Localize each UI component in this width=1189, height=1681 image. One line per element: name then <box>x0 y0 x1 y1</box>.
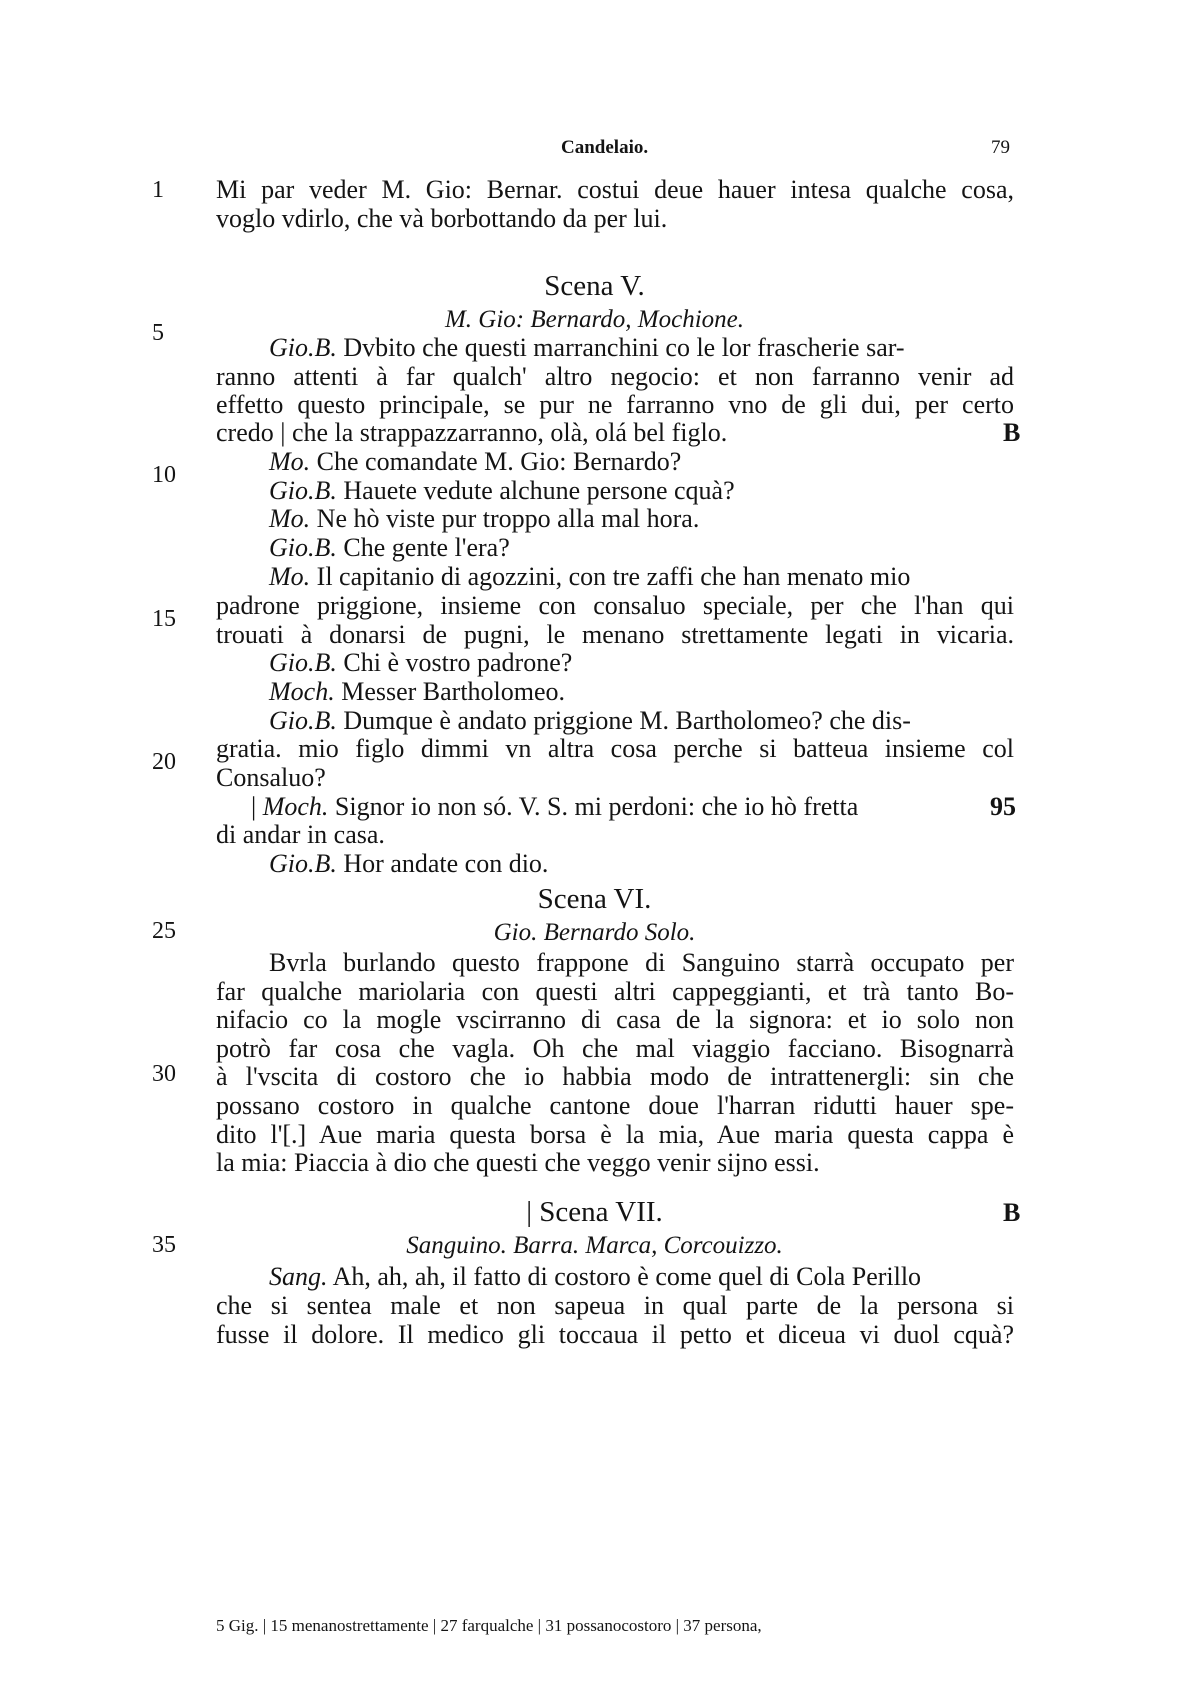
scene-title: Scena VI. <box>537 883 652 915</box>
line-number: 1 <box>152 177 164 203</box>
speaker-label: Moch. <box>262 792 329 821</box>
text-line: la mia: Piaccia à dio che questi che veggo venir sijno essi. <box>216 1148 820 1177</box>
text-line: di andar in casa. <box>216 820 385 849</box>
scene-title: Scena V. <box>544 270 645 302</box>
text-line: Mo. Ne hò viste pur troppo alla mal hora. <box>269 504 700 533</box>
speaker-label: Gio.B. <box>269 476 337 505</box>
text-line: Gio.B. Hauete vedute alchune persone cquà? <box>269 476 735 505</box>
line-number: 15 <box>152 606 176 632</box>
speaker-label: Gio.B. <box>269 706 337 735</box>
speaker-label: Mo. <box>269 562 311 591</box>
text-line: Mo. Il capitanio di agozzini, con tre zaffi che han menato mio <box>269 562 911 591</box>
speaker-label: Mo. <box>269 447 311 476</box>
text-line: effetto questo principale, se pur ne farranno vno de gli dui, per certo <box>216 390 1014 419</box>
scene-characters: M. Gio: Bernardo, Mochione. <box>444 306 744 333</box>
text-line: nifacio co la mogle vscirranno di casa de la signora: et io solo non <box>216 1005 1014 1034</box>
text-line: dito l'[.] Aue maria questa borsa è la mia, Aue maria questa cappa è <box>216 1120 1014 1149</box>
text-line: Gio.B. Hor andate con dio. <box>269 849 549 878</box>
text-line: fusse il dolore. Il medico gli toccaua il petto et diceua vi duol cquà? <box>216 1320 1014 1349</box>
scene-characters: Sanguino. Barra. Marca, Corcouizzo. <box>406 1232 783 1259</box>
text-line: Gio.B. Chi è vostro padrone? <box>269 648 573 677</box>
text-line: far qualche mariolaria con questi altri cappeggianti, et trà tanto Bo- <box>216 977 1014 1006</box>
line-number: 20 <box>152 749 176 775</box>
footnote: 5 Gig. | 15 menanostrettamente | 27 farqualche | 31 possanocostoro | 37 persona, <box>216 1616 762 1635</box>
line-number: 35 <box>152 1232 176 1258</box>
speaker-label: Gio.B. <box>269 533 337 562</box>
line-number: 30 <box>152 1061 176 1087</box>
text-line: Gio.B. Dvbito che questi marranchini co le lor frascherie sar- <box>269 333 905 362</box>
text-line: credo | che la strappazzarranno, olà, olá bel figlo. <box>216 418 728 447</box>
text-line: gratia. mio figlo dimmi vn altra cosa perche si batteua insieme col <box>216 734 1014 763</box>
text-line: Moch. Messer Bartholomeo. <box>269 677 566 706</box>
speaker-label: Mo. <box>269 504 311 533</box>
margin-note: 95 <box>990 792 1016 821</box>
speaker-label: Gio.B. <box>269 648 337 677</box>
text-line: ranno attenti à far qualch' altro negocio: et non farranno venir ad <box>216 362 1014 391</box>
running-header <box>0 137 1189 167</box>
speaker-label: Sang. <box>269 1262 328 1291</box>
text-line: Gio.B. Dumque è andato priggione M. Bartholomeo? che dis- <box>269 706 911 735</box>
text-line: Mi par veder M. Gio: Bernar. costui deue hauer intesa qualche cosa, <box>216 175 1014 204</box>
speaker-label: Moch. <box>269 677 335 706</box>
margin-note: B <box>1003 418 1021 447</box>
text-line: Consaluo? <box>216 763 326 792</box>
line-number: 5 <box>152 320 164 346</box>
text-line: Bvrla burlando questo frappone di Sanguino starrà occupato per <box>269 948 1014 977</box>
text-line: che si sentea male et non sapeua in qual parte de la persona si <box>216 1291 1014 1320</box>
line-number: 10 <box>152 462 176 488</box>
text-line: padrone priggione, insieme con consaluo speciale, per che l'han qui <box>216 591 1014 620</box>
speaker-label: Gio.B. <box>269 849 337 878</box>
scene-characters: Gio. Bernardo Solo. <box>493 919 696 946</box>
speaker-label: Gio.B. <box>269 333 337 362</box>
line-number: 25 <box>152 918 176 944</box>
text-line: voglo vdirlo, che và borbottando da per lui. <box>216 204 668 233</box>
text-line: Gio.B. Che gente l'era? <box>269 533 510 562</box>
scene-title: | Scena VII. <box>526 1196 663 1228</box>
text-line: Sang. Ah, ah, ah, il fatto di costoro è come quel di Cola Perillo <box>269 1262 922 1291</box>
text-line: potrò far cosa che vagla. Oh che mal viaggio facciano. Bisognarrà <box>216 1034 1014 1063</box>
text-line: | Moch. Signor io non só. V. S. mi perdoni: che io hò fretta <box>251 792 859 821</box>
text-line: à l'vscita di costoro che io habbia modo de intrattenergli: sin che <box>216 1062 1014 1091</box>
margin-note: B <box>1003 1198 1021 1227</box>
running-title: Candelaio. <box>561 137 649 158</box>
text-line: possano costoro in qualche cantone doue l'harran ridutti hauer spe- <box>216 1091 1014 1120</box>
text-line: trouati à donarsi de pugni, le menano strettamente legati in vicaria. <box>216 620 1014 649</box>
page-number: 79 <box>991 137 1010 158</box>
text-line: Mo. Che comandate M. Gio: Bernardo? <box>269 447 682 476</box>
